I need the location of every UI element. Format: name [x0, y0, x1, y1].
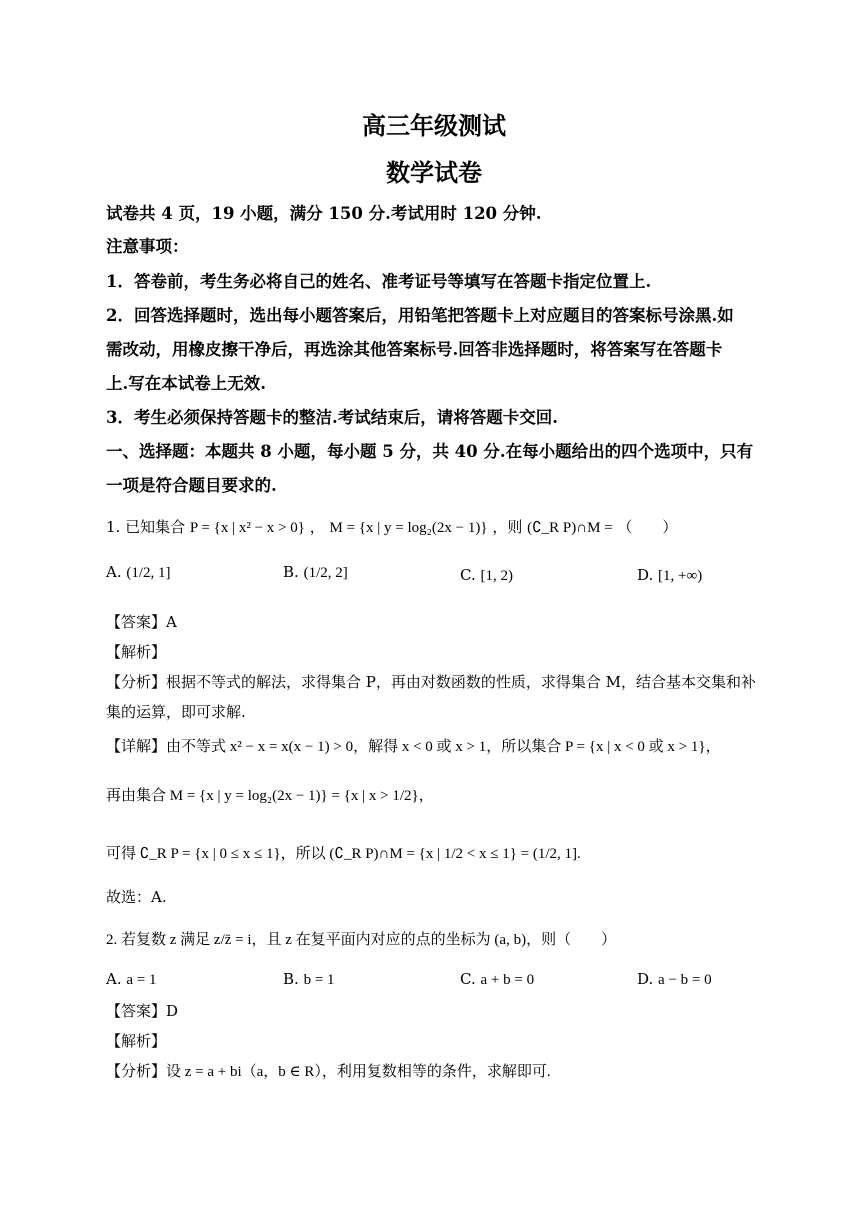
q2-option-c-math: a + b = 0: [480, 972, 535, 988]
q1-fenxi-cont: 集的运算，即可求解.: [106, 703, 246, 721]
notice-1: 1．答卷前，考生务必将自己的姓名、准考证号等填写在答题卡指定位置上.: [106, 272, 652, 291]
q1-expression: (∁_R P)∩M =: [527, 520, 613, 536]
q1-then: ，则: [492, 518, 523, 536]
q1-detail-3: 可得 ∁_R P = {x | 0 ≤ x ≤ 1}，所以 (∁_R P)∩M = {x | 1/2 < x ≤ 1} = (1/2, 1].: [106, 846, 581, 862]
q1-comma: ，: [309, 518, 325, 536]
q1-option-a-math: (1/2, 1]: [126, 565, 171, 581]
section-1-heading-line-1: 一、选择题：本题共 8 小题，每小题 5 分，共 40 分.在每小题给出的四个选项中，只有: [106, 442, 754, 461]
q2-option-b-math: b = 1: [303, 972, 335, 988]
q1-option-c-math: [1, 2): [480, 568, 513, 584]
notice-heading: 注意事项：: [106, 237, 189, 256]
q1-detail-1: 【详解】由不等式 x² − x = x(x − 1) > 0，解得 x < 0 或 x > 1，所以集合 P = {x | x < 0 或 x > 1}，: [106, 739, 721, 755]
q1-answer: 【答案】A: [106, 613, 177, 631]
q2-option-a-math: a = 1: [126, 972, 157, 988]
q2-option-c: C. a + b = 0: [460, 970, 535, 988]
q2-analysis-tag: 【解析】: [106, 1032, 167, 1050]
question-1-stem: [106, 516, 766, 537]
q1-paren: （ ）: [617, 518, 678, 536]
q2-option-b: B. b = 1: [283, 970, 335, 988]
question-2-stem: 2. 若复数 z 满足 z/z̄ = i，且 z 在复平面内对应的点的坐标为 (a, b)，则（ ）: [106, 932, 617, 948]
q1-choice: 故选：A.: [106, 888, 167, 906]
q1-prefix: 1. 已知集合: [106, 518, 186, 536]
notice-3: 3．考生必须保持答题卡的整洁.考试结束后，请将答题卡交回.: [106, 408, 558, 427]
q1-option-c: C. [1, 2): [460, 566, 513, 584]
exam-title: 高三年级测试: [362, 111, 506, 140]
q1-option-a: A. (1/2, 1]: [106, 563, 171, 581]
notice-2-line-3: 上.写在本试卷上无效.: [106, 374, 266, 393]
q1-set-m: M = {x | y = log₂(2x − 1)}: [329, 520, 488, 536]
q1-analysis-tag: 【解析】: [106, 643, 167, 661]
q2-answer: 【答案】D: [106, 1002, 179, 1020]
q1-fenxi: 【分析】根据不等式的解法，求得集合 P，再由对数函数的性质，求得集合 M，结合基本交集和补: [106, 673, 756, 691]
q1-option-b-math: (1/2, 2]: [303, 565, 348, 581]
q1-set-p: P = {x | x² − x > 0}: [189, 520, 305, 536]
q1-option-b: B. (1/2, 2]: [283, 563, 348, 581]
q2-fenxi: 【分析】设 z = a + bi（a，b ∈ R），利用复数相等的条件，求解即可.: [106, 1064, 551, 1080]
section-1-heading-line-2: 一项是符合题目要求的.: [106, 476, 277, 495]
exam-subtitle: 数学试卷: [386, 158, 482, 187]
q2-option-d: D. a − b = 0: [637, 970, 712, 988]
q1-option-d: D. [1, +∞): [637, 566, 703, 584]
q2-option-d-math: a − b = 0: [658, 972, 712, 988]
notice-2-line-1: 2．回答选择题时，选出每小题答案后，用铅笔把答题卡上对应题目的答案标号涂黑.如: [106, 306, 734, 325]
q1-detail-2: 再由集合 M = {x | y = log₂(2x − 1)} = {x | x > 1/2}，: [106, 788, 434, 804]
notice-2-line-2: 需改动，用橡皮擦干净后，再选涂其他答案标号.回答非选择题时，将答案写在答题卡: [106, 340, 723, 359]
q1-option-d-math: [1, +∞): [658, 568, 703, 584]
exam-summary: 试卷共 4 页，19 小题，满分 150 分.考试用时 120 分钟.: [106, 204, 542, 223]
q2-option-a: A. a = 1: [106, 970, 157, 988]
